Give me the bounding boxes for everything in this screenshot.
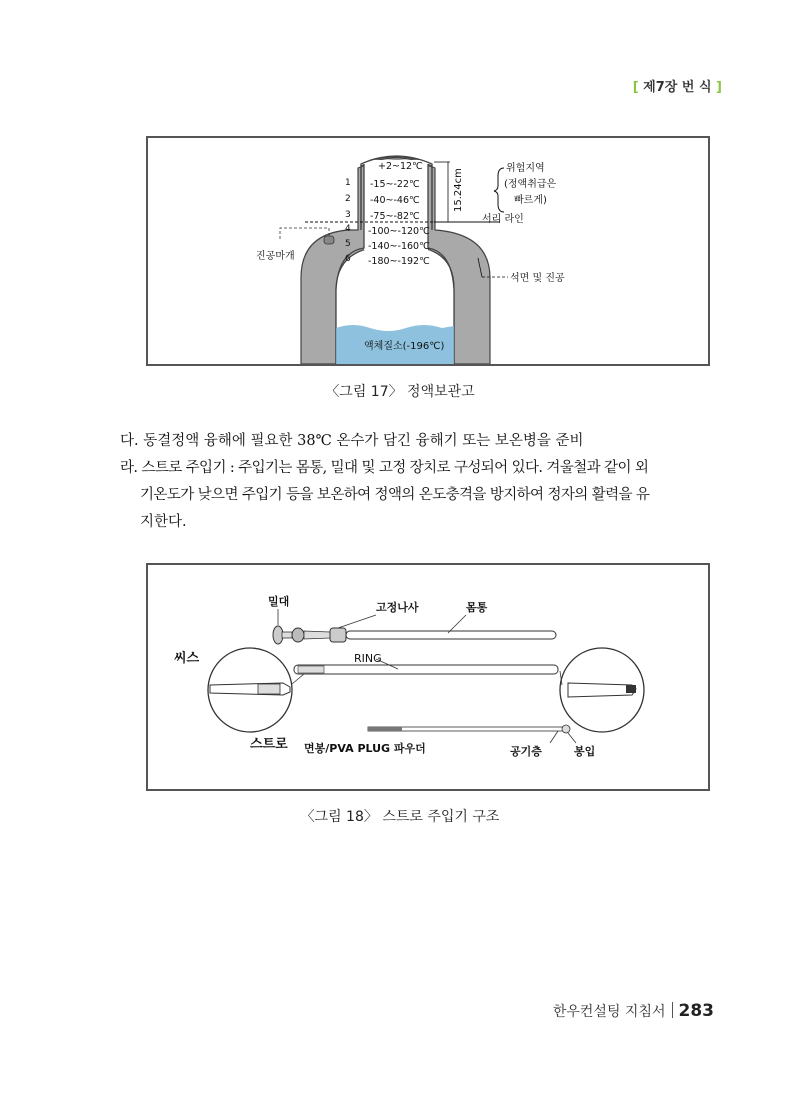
- straw-label: 스트로: [250, 737, 288, 752]
- temp-label: -100~-120℃: [368, 226, 430, 237]
- fix-screw-label: 고정나사: [376, 601, 419, 614]
- danger-note: 빠르게): [514, 195, 547, 206]
- page-number: 283: [678, 1001, 714, 1021]
- temp-label: -40~-46℃: [370, 195, 420, 206]
- injector-body: [346, 631, 556, 639]
- level-number: 6: [345, 254, 351, 264]
- level-number: 2: [345, 194, 351, 204]
- danger-note: (정액취급은: [504, 179, 557, 190]
- paragraph-da: 다. 동결정액 융해에 필요한 38℃ 온수가 담긴 융해기 또는 보온병을 준비: [120, 433, 584, 449]
- temp-label: -75~-82℃: [370, 211, 420, 222]
- figure-straw-injector: [146, 563, 710, 791]
- body-label: 몸통: [466, 601, 488, 614]
- vacuum-cap-label: 진공마개: [256, 251, 295, 262]
- plug-label: 면봉/PVA PLUG 파우더: [304, 742, 426, 755]
- danger-brace: [494, 168, 504, 212]
- injector-diagram: [148, 565, 708, 789]
- temp-label: -140~-160℃: [368, 241, 430, 252]
- figure-18-caption: 〈그림 18〉 스트로 주입기 구조: [300, 809, 500, 825]
- tank-diagram: [148, 138, 708, 364]
- plunger-label: 밀대: [268, 595, 290, 608]
- ring-label: RING: [354, 652, 382, 665]
- temp-label: +2~12℃: [378, 161, 423, 172]
- sheath: [294, 665, 558, 674]
- page-footer: [553, 1001, 714, 1021]
- level-number: 1: [345, 178, 351, 188]
- level-number: 3: [345, 210, 351, 220]
- paragraph-ra-cont: 지한다.: [140, 514, 187, 530]
- paragraph-ra: 라. 스트로 주입기 : 주입기는 몸통, 밀대 및 고정 장치로 구성되어 있다. 겨울철과 같이 외: [120, 460, 649, 476]
- height-label: 15.24cm: [453, 168, 464, 212]
- vacuum-cap: [324, 236, 334, 244]
- book-title: 한우컨설팅 지침서: [552, 1004, 666, 1020]
- temp-label: -15~-22℃: [370, 179, 420, 190]
- frost-line-label: 서리 라인: [482, 214, 524, 225]
- body-text: [120, 428, 720, 536]
- temp-label: -180~-192℃: [368, 256, 430, 267]
- figure-semen-storage-tank: [146, 136, 710, 366]
- figure-17-caption: 〈그림 17〉 정액보관고: [325, 384, 475, 400]
- header-bracket-right: ]: [716, 80, 722, 95]
- footer-divider: [672, 1002, 673, 1018]
- sheath-label: 씨스: [174, 651, 200, 666]
- level-number: 4: [345, 224, 351, 234]
- chapter-header: [633, 76, 722, 95]
- paragraph-ra-cont: 기온도가 낮으면 주입기 등을 보온하여 정액의 온도충격을 방지하여 정자의 활력을 유: [140, 487, 650, 503]
- plunger-knob: [273, 626, 283, 644]
- danger-zone-label: 위험지역: [506, 163, 545, 174]
- air-layer-label: 공기층: [510, 745, 542, 758]
- level-number: 5: [345, 239, 351, 249]
- seal-label: 봉입: [574, 745, 596, 758]
- asbestos-label: 석면 및 진공: [510, 273, 565, 284]
- header-bracket-left: [: [632, 80, 639, 95]
- fix-screw: [330, 628, 346, 642]
- liquid-nitrogen-label: 액체질소(-196℃): [364, 341, 445, 352]
- chapter-title: 제7장 번 식: [643, 80, 712, 95]
